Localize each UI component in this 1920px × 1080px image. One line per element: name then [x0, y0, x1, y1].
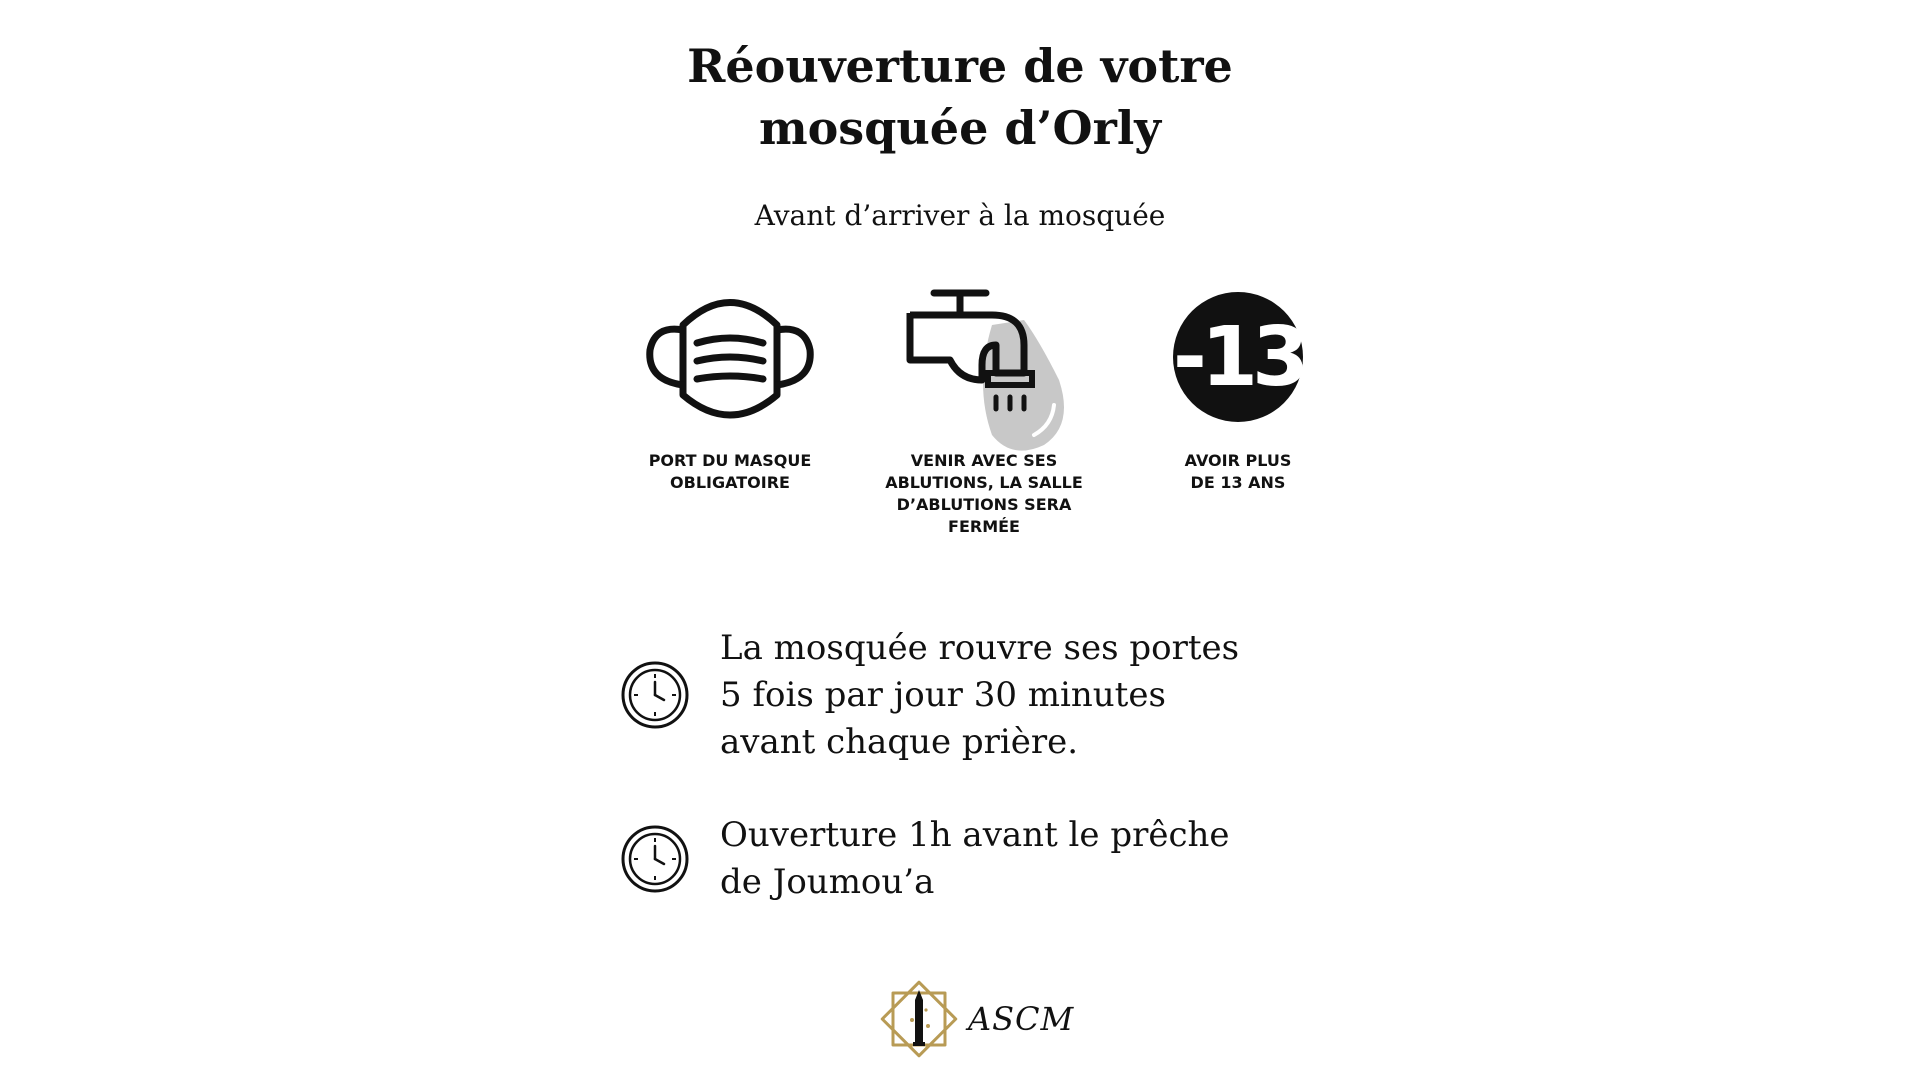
clock-icon	[620, 824, 690, 894]
rule-label-line: DE 13 ANS	[1190, 473, 1286, 492]
rule-label-line: D’ABLUTIONS SERA	[896, 495, 1072, 514]
info-text	[720, 625, 1340, 766]
rule-mask-label	[620, 450, 840, 494]
logo-text: ASCM	[968, 1000, 1075, 1038]
ascm-logo	[876, 976, 1096, 1066]
rule-label-line: PORT DU MASQUE	[648, 451, 812, 470]
page-title	[560, 35, 1360, 159]
face-mask-icon	[620, 285, 840, 440]
info-text	[720, 812, 1340, 906]
rule-label-line: VENIR AVEC SES	[910, 451, 1058, 470]
info-line: de Joumou’a	[720, 862, 935, 902]
rule-age-label	[1128, 450, 1348, 494]
info-line: La mosquée rouvre ses portes	[720, 628, 1240, 668]
info-line: Ouverture 1h avant le prêche	[720, 815, 1230, 855]
mosque-star-logo-icon	[876, 976, 962, 1062]
rule-ablutions	[874, 285, 1094, 475]
rule-label-line: AVOIR PLUS	[1184, 451, 1292, 470]
title-line-2: mosquée d’Orly	[758, 101, 1162, 155]
section-subtitle: Avant d’arriver à la mosquée	[754, 199, 1166, 232]
rule-mask	[620, 285, 840, 475]
water-tap-icon	[874, 285, 1094, 440]
info-line: 5 fois par jour 30 minutes	[720, 675, 1166, 715]
title-line-1: Réouverture de votre	[687, 39, 1233, 93]
rule-ablutions-label	[874, 450, 1094, 538]
rule-label-line: OBLIGATOIRE	[670, 473, 790, 492]
rule-label-line: ABLUTIONS, LA SALLE	[885, 473, 1083, 492]
clock-icon	[620, 660, 690, 730]
rule-label-line: FERMÉE	[948, 517, 1020, 536]
info-line: avant chaque prière.	[720, 722, 1079, 762]
minus-13-icon	[1128, 285, 1348, 440]
rule-age	[1128, 285, 1348, 475]
minus-13-text: -13	[1172, 310, 1304, 405]
